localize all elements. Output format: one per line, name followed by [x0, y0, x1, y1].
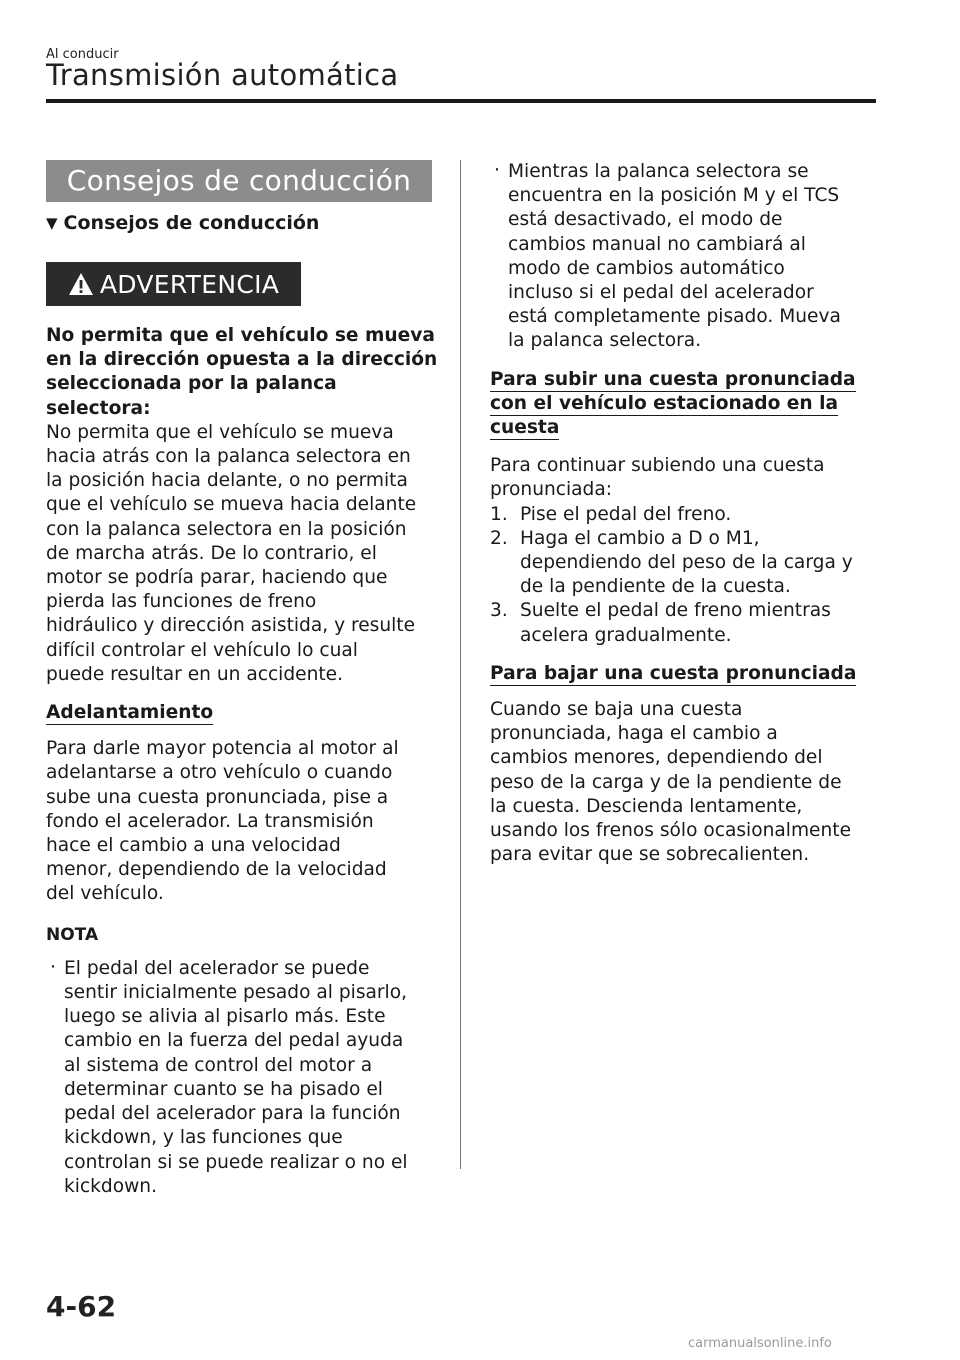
triangle-down-icon: ▼: [46, 214, 58, 232]
text-line: Cuando se baja una cuesta: [490, 699, 743, 721]
text-line: fondo el acelerador. La transmisión: [46, 810, 374, 832]
chapter-title: Transmisión automática: [46, 58, 399, 92]
text-line: que el vehículo se mueva hacia delante: [46, 494, 417, 516]
text-line: puede resultar en un accidente.: [46, 663, 344, 685]
step-item: [490, 599, 885, 647]
text-line: está desactivado, el modo de: [508, 209, 783, 231]
text-line: No permita que el vehículo se mueva: [46, 325, 435, 346]
step-number: 2.: [490, 527, 508, 549]
warning-label-text: ADVERTENCIA: [99, 269, 280, 299]
text-line: motor se podría parar, haciendo que: [46, 567, 388, 589]
text-line: encuentra en la posición M y el TCS: [508, 185, 840, 207]
breadcrumb: Al conducir: [46, 47, 119, 62]
uphill-steps: [490, 503, 885, 648]
text-line: luego se alivia al pisarlo más. Este: [64, 1006, 386, 1028]
overtaking-body: [46, 737, 446, 906]
header-rule: [46, 99, 876, 103]
text-line: Haga el cambio a D o M1,: [520, 527, 760, 549]
uphill-heading: [490, 368, 885, 441]
text-line: Pise el pedal del freno.: [520, 503, 732, 525]
text-line: Para continuar subiendo una cuesta: [490, 455, 825, 477]
heading-line: Para subir una cuesta pronunciada: [490, 368, 856, 390]
step-number: 1.: [490, 503, 508, 525]
text-line: modo de cambios automático: [508, 257, 785, 279]
text-line: de la pendiente de la cuesta.: [520, 576, 791, 598]
text-line: cambio en la fuerza del pedal ayuda: [64, 1030, 404, 1052]
note-bullet: [46, 957, 446, 1199]
text-line: la posición hacia delante, o no permita: [46, 470, 408, 492]
text-line: pierda las funciones de freno: [46, 591, 317, 613]
warning-icon: [68, 272, 94, 296]
step-item: [490, 527, 885, 600]
text-line: en la dirección opuesta a la dirección: [46, 349, 438, 371]
text-line: peso de la carga y de la pendiente de: [490, 771, 842, 793]
text-line: cambios menores, dependiendo del: [490, 747, 823, 769]
text-line: controlan si se puede realizar o no el: [64, 1151, 408, 1173]
uphill-intro: [490, 454, 885, 502]
text-line: sentir inicialmente pesado al pisarlo,: [64, 982, 407, 1004]
warning-bold-text: [46, 324, 446, 421]
text-line: hacia atrás con la palanca selectora en: [46, 446, 411, 468]
text-line: hidráulico y dirección asistida, y resulte: [46, 615, 416, 637]
text-line: la cuesta. Descienda lentamente,: [490, 795, 803, 817]
step-item: [490, 503, 885, 527]
downhill-body: [490, 698, 885, 867]
text-line: difícil controlar el vehículo lo cual: [46, 639, 358, 661]
text-line: pronunciada:: [490, 479, 613, 501]
text-line: de marcha atrás. De lo contrario, el: [46, 542, 377, 564]
text-line: usando los frenos sólo ocasionalmente: [490, 820, 852, 842]
left-column: [46, 324, 446, 1199]
text-line: determinar cuanto se ha pisado el: [64, 1078, 383, 1100]
warning-label: [46, 262, 301, 306]
text-line: sube una cuesta pronunciada, pise a: [46, 786, 389, 808]
downhill-heading-wrap: [490, 662, 885, 686]
text-line: kickdown.: [64, 1175, 158, 1197]
text-line: cambios manual no cambiará al: [508, 233, 806, 255]
text-line: pedal del acelerador para la función: [64, 1103, 401, 1125]
text-line: dependiendo del peso de la carga y: [520, 552, 853, 574]
heading-line: cuesta: [490, 417, 560, 439]
text-line: · Mientras la palanca selectora se: [508, 161, 809, 182]
step-number: 3.: [490, 600, 508, 622]
overtaking-heading: Adelantamiento: [46, 702, 214, 724]
text-line: Suelte el pedal de freno mientras: [520, 600, 831, 622]
text-line: No permita que el vehículo se mueva: [46, 421, 394, 443]
text-line: pronunciada, haga el cambio a: [490, 723, 778, 745]
text-line: hace el cambio a una velocidad: [46, 835, 341, 857]
heading-line: con el vehículo estacionado en la: [490, 392, 839, 414]
text-line: incluso si el pedal del acelerador: [508, 282, 814, 304]
note-label: NOTA: [46, 924, 99, 945]
downhill-heading: Para bajar una cuesta pronunciada: [490, 662, 857, 684]
text-line: menor, dependiendo de la velocidad: [46, 859, 387, 881]
warning-body-text: [46, 421, 446, 687]
subheading: [46, 212, 319, 234]
section-banner-title: Consejos de conducción: [46, 160, 432, 202]
text-line: · El pedal del acelerador se puede: [64, 957, 370, 979]
text-line: la palanca selectora.: [508, 330, 702, 352]
text-line: al sistema de control del motor a: [64, 1054, 373, 1076]
text-line: adelantarse a otro vehículo o cuando: [46, 762, 393, 784]
subheading-text: Consejos de conducción: [63, 212, 320, 234]
page-number: 4-62: [46, 1290, 117, 1323]
text-line: kickdown, y las funciones que: [64, 1127, 343, 1149]
right-column: [490, 160, 885, 867]
column-divider: [460, 160, 461, 1169]
watermark: carmanualsonline.info: [688, 1336, 832, 1351]
note-bullet: [490, 160, 885, 354]
text-line: seleccionada por la palanca selectora:: [46, 373, 337, 419]
text-line: para evitar que se sobrecalienten.: [490, 844, 810, 866]
text-line: acelera gradualmente.: [520, 624, 732, 646]
overtaking-heading-wrap: [46, 701, 446, 725]
text-line: con la palanca selectora en la posición: [46, 518, 407, 540]
text-line: del vehículo.: [46, 883, 164, 905]
text-line: está completamente pisado. Mueva: [508, 306, 841, 328]
text-line: Para darle mayor potencia al motor al: [46, 738, 399, 760]
